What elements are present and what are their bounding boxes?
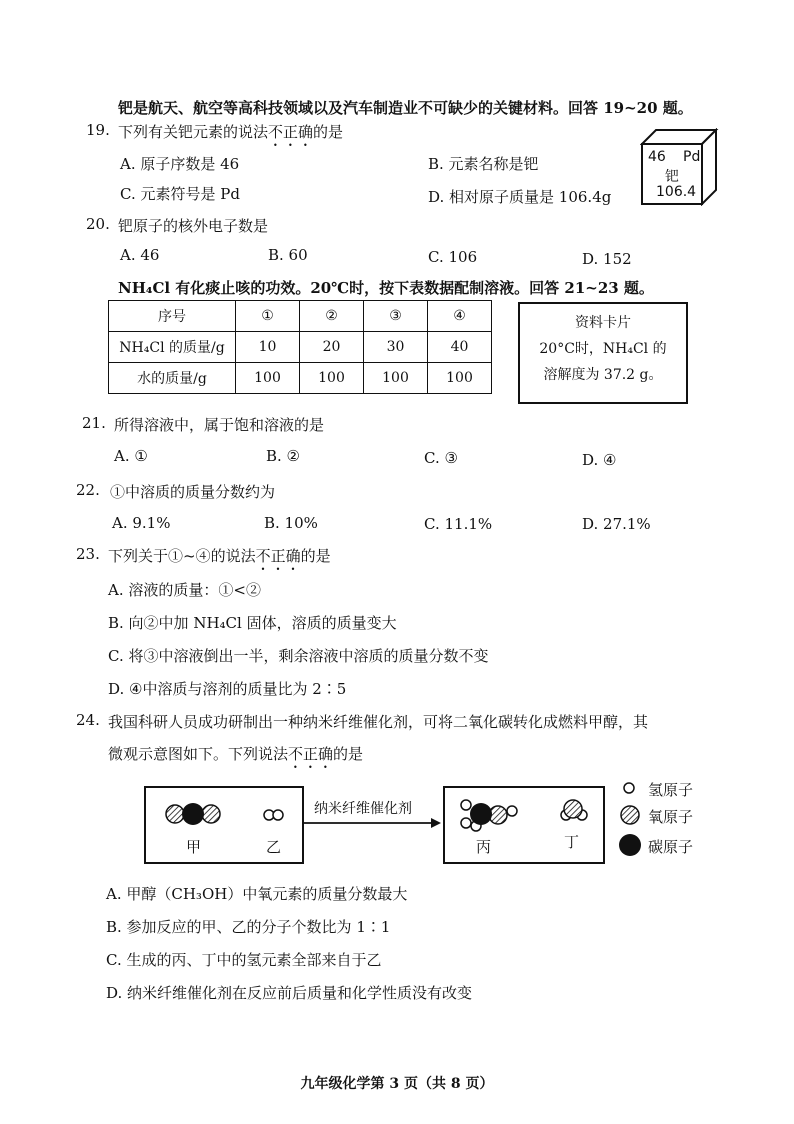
q20-option-c: C. 106 (428, 248, 478, 266)
legend-carbon-label: 碳原子 (648, 838, 694, 856)
q23-option-d: D. ④中溶质与溶剂的质量比为 2∶5 (108, 680, 347, 698)
q23-number: 23. (76, 545, 100, 563)
q22-option-d: D. 27.1% (582, 515, 651, 533)
table-cell: 100 (364, 363, 428, 394)
table-cell: NH₄Cl 的质量/g (109, 332, 236, 363)
q21-option-b: B. ② (266, 447, 301, 465)
q19-option-d: D. 相对原子质量是 106.4g (428, 188, 612, 206)
q20-option-a: A. 46 (120, 246, 160, 264)
q24-option-c: C. 生成的丙、丁中的氢元素全部来自于乙 (106, 951, 382, 969)
legend-hydrogen-label: 氢原子 (648, 781, 694, 799)
q20-number: 20. (86, 215, 110, 233)
table-cell: ④ (428, 301, 492, 332)
q21-stem: 所得溶液中，属于饱和溶液的是 (114, 416, 325, 434)
q21-option-c: C. ③ (424, 449, 458, 467)
q19-number: 19. (86, 121, 110, 139)
q19-option-b: B. 元素名称是钯 (428, 155, 539, 173)
table-cell: 100 (300, 363, 364, 394)
legend-oxygen-icon (621, 806, 639, 824)
q22-number: 22. (76, 481, 100, 499)
table-cell: 水的质量/g (109, 363, 236, 394)
page-footer: 九年级化学第 3 页（共 8 页） (300, 1076, 494, 1092)
q19-option-c: C. 元素符号是 Pd (120, 185, 240, 203)
table-cell: 10 (236, 332, 300, 363)
q22-stem: ①中溶质的质量分数约为 (110, 483, 276, 501)
q22-option-a: A. 9.1% (112, 514, 171, 532)
q21-number: 21. (82, 414, 106, 432)
label-ding: 丁 (564, 833, 580, 851)
table-cell: 100 (428, 363, 492, 394)
table-cell: ① (236, 301, 300, 332)
methanol-molecule (461, 800, 517, 831)
catalyst-label: 纳米纤维催化剂 (314, 801, 412, 817)
arrow-head-icon (431, 818, 441, 828)
table-cell: 40 (428, 332, 492, 363)
table-cell: 序号 (109, 301, 236, 332)
element-atomic-number: 46 (648, 149, 666, 165)
table-cell: ③ (364, 301, 428, 332)
table-cell: 100 (236, 363, 300, 394)
intro-nh4cl: NH₄Cl 有化痰止咳的功效。20℃时，按下表数据配制溶液。回答 21~23 题。 (118, 279, 654, 297)
q23-stem-emphasis: 不正确 (255, 547, 301, 565)
q23-option-b: B. 向②中加 NH₄Cl 固体，溶质的质量变大 (108, 614, 397, 632)
q24-stem-post: 的是 (333, 745, 364, 763)
q24-option-d: D. 纳米纤维催化剂在反应前后质量和化学性质没有改变 (106, 984, 473, 1002)
water-molecule (561, 800, 587, 820)
q24-option-a: A. 甲醇（CH₃OH）中氧元素的质量分数最大 (106, 885, 408, 903)
q23-option-a: A. 溶液的质量：①<② (108, 581, 261, 599)
q23-option-c: C. 将③中溶液倒出一半，剩余溶液中溶质的质量分数不变 (108, 647, 489, 665)
element-name: 钯 (665, 169, 679, 185)
q19-stem-post: 的是 (313, 123, 344, 141)
info-card-title: 资料卡片 (575, 315, 631, 331)
element-atomic-mass: 106.4 (656, 184, 697, 200)
label-yi: 乙 (266, 838, 282, 856)
q19-stem-emphasis: 不正确 (268, 123, 314, 141)
q24-stem-pre: 微观示意图如下。下列说法 (108, 745, 289, 763)
legend-carbon-icon (619, 834, 641, 856)
table-cell: ② (300, 301, 364, 332)
q20-option-d: D. 152 (582, 250, 632, 268)
legend-hydrogen-icon (624, 783, 634, 793)
q21-option-a: A. ① (114, 447, 148, 465)
q19-option-a: A. 原子序数是 46 (120, 155, 240, 173)
label-bing: 丙 (476, 838, 492, 856)
q20-option-b: B. 60 (268, 246, 308, 264)
q23-stem-pre: 下列关于①~④的说法 (108, 547, 256, 565)
table-cell: 20 (300, 332, 364, 363)
table-cell: 30 (364, 332, 428, 363)
legend-oxygen-label: 氧原子 (648, 808, 694, 826)
info-card-line1: 20°C时，NH₄Cl 的 (539, 341, 667, 357)
q22-option-c: C. 11.1% (424, 515, 493, 533)
q21-option-d: D. ④ (582, 451, 617, 469)
q19-stem-pre: 下列有关钯元素的说法 (118, 123, 269, 141)
q20-stem: 钯原子的核外电子数是 (118, 217, 269, 235)
q22-option-b: B. 10% (264, 514, 318, 532)
info-card-line2: 溶解度为 37.2 g。 (543, 367, 663, 383)
element-symbol: Pd (683, 149, 701, 165)
q24-stem-emphasis: 不正确 (288, 745, 334, 763)
intro-palladium: 钯是航天、航空等高科技领域以及汽车制造业不可缺少的关键材料。回答 19~20 题。 (118, 99, 693, 117)
h2-molecule (264, 810, 283, 820)
q23-stem-post: 的是 (300, 547, 331, 565)
label-jia: 甲 (186, 838, 202, 856)
co2-molecule (166, 803, 220, 825)
q24-stem-line1: 我国科研人员成功研制出一种纳米纤维催化剂，可将二氧化碳转化成燃料甲醇，其 (108, 713, 649, 731)
q24-number: 24. (76, 711, 100, 729)
q24-option-b: B. 参加反应的甲、乙的分子个数比为 1∶1 (106, 918, 391, 936)
